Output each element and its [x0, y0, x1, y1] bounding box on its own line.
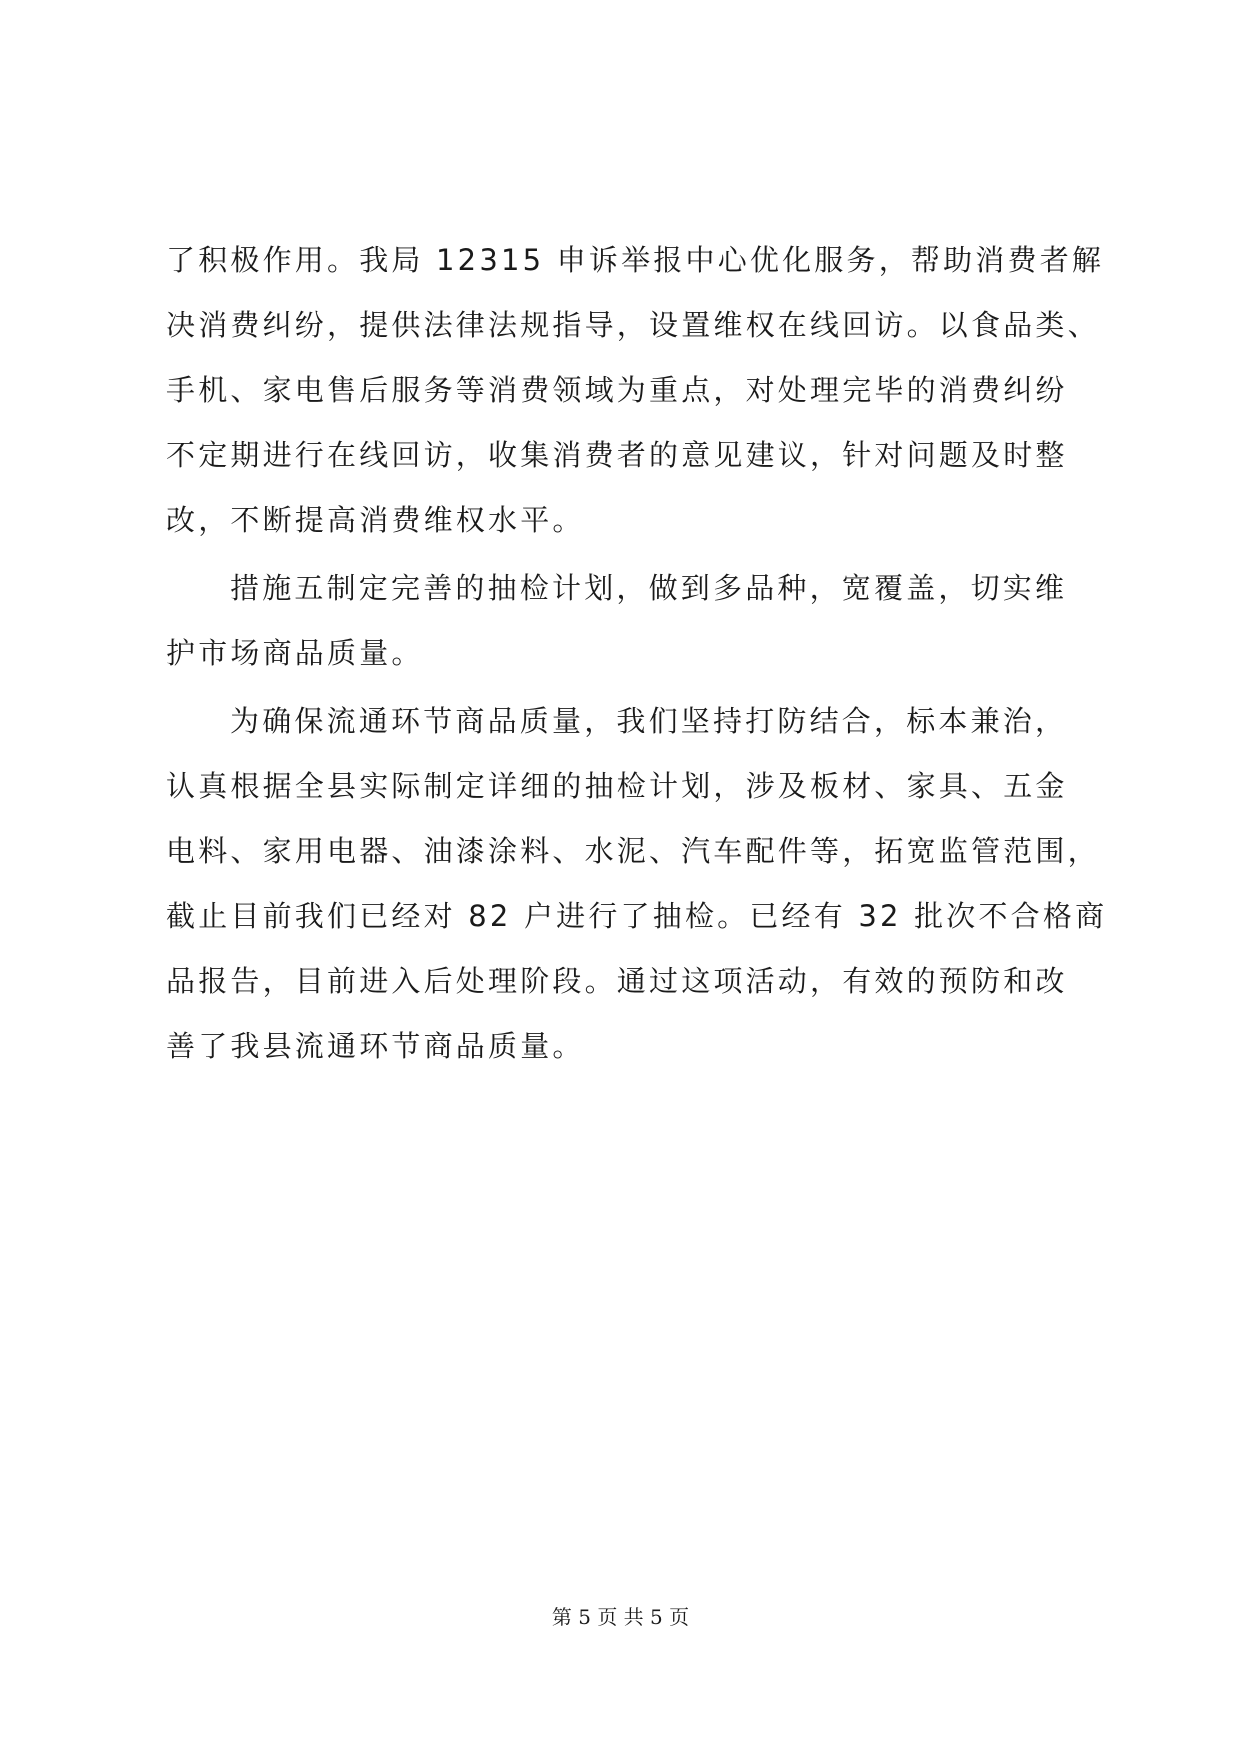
paragraph-line: 措施五制定完善的抽检计划，做到多品种，宽覆盖，切实维: [230, 571, 1068, 605]
paragraph-line: 了积极作用。我局 12315 申诉举报中心优化服务，帮助消费者解: [166, 243, 1105, 277]
paragraph-line: 改，不断提高消费维权水平。: [166, 503, 585, 537]
paragraph-line: 善了我县流通环节商品质量。: [166, 1029, 585, 1063]
paragraph-line: 截止目前我们已经对 82 户进行了抽检。已经有 32 批次不合格商: [166, 899, 1108, 933]
paragraph-line: 护市场商品质量。: [166, 636, 424, 670]
paragraph-line: 手机、家电售后服务等消费领域为重点，对处理完毕的消费纠纷: [166, 373, 1068, 407]
paragraph-line: 品报告，目前进入后处理阶段。通过这项活动，有效的预防和改: [166, 964, 1068, 998]
paragraph-line: 电料、家用电器、油漆涂料、水泥、汽车配件等，拓宽监管范围，: [166, 834, 1100, 868]
paragraph-line: 为确保流通环节商品质量，我们坚持打防结合，标本兼治，: [230, 704, 1068, 738]
page-number-footer: 第 5 页 共 5 页: [551, 1605, 690, 1629]
paragraph-line: 决消费纠纷，提供法律法规指导，设置维权在线回访。以食品类、: [166, 308, 1100, 342]
paragraph-line: 不定期进行在线回访，收集消费者的意见建议，针对问题及时整: [166, 438, 1068, 472]
paragraph-line: 认真根据全县实际制定详细的抽检计划，涉及板材、家具、五金: [166, 769, 1068, 803]
